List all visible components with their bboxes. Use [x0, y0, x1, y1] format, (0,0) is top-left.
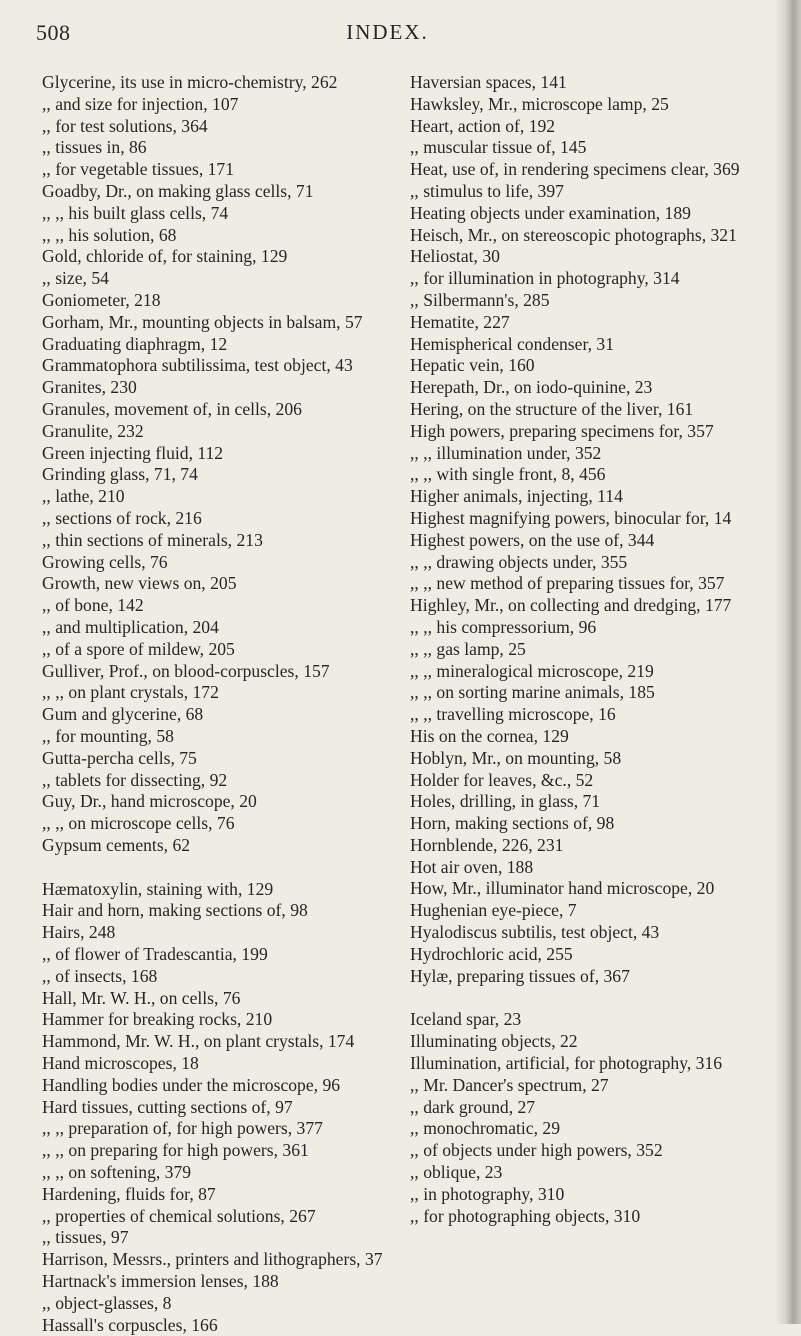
index-entry: Highest magnifying powers, binocular for, 14 [410, 507, 732, 528]
index-entry: ,, thin sections of minerals, 213 [42, 529, 263, 550]
index-entry: ,, ,, on softening, 379 [42, 1162, 192, 1183]
index-entry: ,, Mr. Dancer's spectrum, 27 [410, 1074, 609, 1095]
index-entry: Goniometer, 218 [42, 289, 161, 310]
index-entry: Granulite, 232 [42, 420, 144, 441]
index-entry: ,, stimulus to life, 397 [410, 180, 564, 201]
index-entry: Heat, use of, in rendering specimens clear, 369 [410, 159, 740, 180]
index-entry: ,, ,, his compressorium, 96 [410, 616, 597, 637]
index-entry: Heart, action of, 192 [410, 115, 556, 136]
index-entry: Hard tissues, cutting sections of, 97 [42, 1096, 293, 1117]
index-entry: ,, ,, illumination under, 352 [410, 442, 602, 463]
index-entry: Handling bodies under the microscope, 96 [42, 1074, 341, 1095]
index-entry: Haversian spaces, 141 [410, 72, 567, 92]
page-header [0, 20, 775, 54]
index-column-left [42, 72, 387, 1336]
index-entry: ,, ,, mineralogical microscope, 219 [410, 660, 654, 681]
index-entry: ,, oblique, 23 [410, 1162, 503, 1183]
index-entry: Hammer for breaking rocks, 210 [42, 1009, 273, 1030]
index-entry: Hammond, Mr. W. H., on plant crystals, 174 [42, 1031, 355, 1052]
index-entry: Green injecting fluid, 112 [42, 442, 224, 463]
index-entry: ,, for illumination in photography, 314 [410, 268, 680, 289]
index-entry: ,, and multiplication, 204 [42, 616, 219, 637]
index-entry: Heisch, Mr., on stereoscopic photographs, 321 [410, 224, 737, 245]
index-entry: ,, of insects, 168 [42, 965, 158, 986]
index-entry: Gypsum cements, 62 [42, 834, 191, 855]
index-entry: Hand microscopes, 18 [42, 1053, 199, 1074]
index-entry: ,, ,, preparation of, for high powers, 377 [42, 1118, 323, 1139]
index-entry: ,, ,, with single front, 8, 456 [410, 464, 606, 485]
index-entry: ,, ,, drawing objects under, 355 [410, 551, 628, 572]
index-entry: Hemispherical condenser, 31 [410, 333, 614, 354]
index-entry: Hawksley, Mr., microscope lamp, 25 [410, 93, 669, 114]
index-entry: ,, ,, on preparing for high powers, 361 [42, 1140, 309, 1161]
page-edge [775, 0, 801, 1324]
index-entry: Glycerine, its use in micro-chemistry, 262 [42, 72, 338, 92]
index-entry: Hartnack's immersion lenses, 188 [42, 1271, 279, 1292]
index-entry: Illuminating objects, 22 [410, 1031, 578, 1052]
index-entry: Illumination, artificial, for photography, 316 [410, 1053, 723, 1074]
index-entry: ,, muscular tissue of, 145 [410, 137, 587, 158]
index-entry: Growing cells, 76 [42, 551, 168, 572]
index-entry: ,, for mounting, 58 [42, 725, 174, 746]
index-entry: Hering, on the structure of the liver, 161 [410, 398, 694, 419]
index-entry: Hairs, 248 [42, 922, 116, 943]
index-entry: ,, monochromatic, 29 [410, 1118, 561, 1139]
index-entry: Gorham, Mr., mounting objects in balsam, 57 [42, 311, 363, 332]
index-entry: ,, of a spore of mildew, 205 [42, 638, 235, 659]
index-entry: His on the cornea, 129 [410, 725, 569, 746]
index-entry: Hylæ, preparing tissues of, 367 [410, 965, 630, 986]
index-entry: Heating objects under examination, 189 [410, 202, 691, 223]
index-entry: ,, tissues, 97 [42, 1227, 129, 1248]
index-entry: ,, properties of chemical solutions, 267 [42, 1205, 316, 1226]
index-entry: Granules, movement of, in cells, 206 [42, 398, 302, 419]
index-entry: Hoblyn, Mr., on mounting, 58 [410, 747, 622, 768]
index-entry: ,, for vegetable tissues, 171 [42, 159, 235, 180]
index-entry: High powers, preparing specimens for, 357 [410, 420, 714, 441]
index-entry: ,, of flower of Tradescantia, 199 [42, 944, 268, 965]
index-entry: Heliostat, 30 [410, 246, 500, 267]
index-entry: Hæmatoxylin, staining with, 129 [42, 878, 274, 899]
index-entry: ,, ,, gas lamp, 25 [410, 638, 526, 659]
index-entry: Hot air oven, 188 [410, 856, 534, 877]
index-entry: Iceland spar, 23 [410, 1009, 522, 1030]
index-entry: ,, of bone, 142 [42, 595, 144, 616]
index-entry: Hardening, fluids for, 87 [42, 1183, 216, 1204]
index-entry: Guy, Dr., hand microscope, 20 [42, 791, 257, 812]
index-entry: ,, lathe, 210 [42, 486, 125, 507]
index-entry: Hydrochloric acid, 255 [410, 943, 573, 964]
index-entry: Highley, Mr., on collecting and dredging, 177 [410, 595, 732, 616]
section-gap [42, 857, 387, 879]
index-entry: Higher animals, injecting, 114 [410, 486, 623, 507]
section-gap [410, 987, 755, 1009]
index-entry: Grammatophora subtilissima, test object, 43 [42, 355, 353, 376]
index-entry: Graduating diaphragm, 12 [42, 333, 228, 354]
index-entry: Goadby, Dr., on making glass cells, 71 [42, 180, 314, 201]
index-entry: Hornblende, 226, 231 [410, 834, 564, 855]
index-entry: Hall, Mr. W. H., on cells, 76 [42, 987, 241, 1008]
index-entry: ,, dark ground, 27 [410, 1096, 536, 1117]
index-entry: ,, ,, his built glass cells, 74 [42, 202, 229, 223]
index-entry: How, Mr., illuminator hand microscope, 20 [410, 878, 715, 899]
index-entry: Holes, drilling, in glass, 71 [410, 791, 601, 812]
index-entry: ,, sections of rock, 216 [42, 507, 202, 528]
index-entry: ,, size, 54 [42, 268, 109, 289]
index-entry: ,, for test solutions, 364 [42, 115, 208, 136]
index-entry: Growth, new views on, 205 [42, 573, 237, 594]
index-entry: Herepath, Dr., on iodo-quinine, 23 [410, 377, 653, 398]
index-entry: Hassall's corpuscles, 166 [42, 1314, 218, 1335]
index-entry: Hematite, 227 [410, 311, 510, 332]
index-entry: Horn, making sections of, 98 [410, 813, 615, 834]
index-entry: Hughenian eye-piece, 7 [410, 900, 577, 921]
index-entry: Gold, chloride of, for staining, 129 [42, 246, 288, 267]
index-entry: Highest powers, on the use of, 344 [410, 529, 655, 550]
index-entry: Gutta-percha cells, 75 [42, 747, 197, 768]
index-entry: ,, ,, on sorting marine animals, 185 [410, 682, 655, 703]
index-entry: ,, of objects under high powers, 352 [410, 1140, 663, 1161]
index-entry: ,, ,, his solution, 68 [42, 224, 177, 245]
page-number: 508 [36, 20, 71, 45]
index-entry: Hepatic vein, 160 [410, 355, 535, 376]
index-entry: Granites, 230 [42, 377, 137, 398]
index-entry: Holder for leaves, &c., 52 [410, 769, 594, 790]
index-entry: Grinding glass, 71, 74 [42, 464, 198, 485]
running-title: INDEX. [346, 20, 429, 44]
index-entry: ,, ,, on microscope cells, 76 [42, 813, 235, 834]
index-entry: Gulliver, Prof., on blood-corpuscles, 157 [42, 660, 330, 681]
index-entry: Hair and horn, making sections of, 98 [42, 900, 308, 921]
index-entry: Harrison, Messrs., printers and lithographers, 37 [42, 1249, 383, 1270]
index-entry: ,, ,, new method of preparing tissues for, 357 [410, 573, 725, 594]
index-entry: ,, Silbermann's, 285 [410, 289, 550, 310]
index-entry: ,, tablets for dissecting, 92 [42, 769, 228, 790]
index-column-right [410, 72, 755, 1227]
index-entry: ,, ,, travelling microscope, 16 [410, 704, 616, 725]
index-entry: ,, ,, on plant crystals, 172 [42, 682, 219, 703]
index-entry: Gum and glycerine, 68 [42, 704, 204, 725]
index-entry: ,, and size for injection, 107 [42, 93, 239, 114]
index-entry: ,, tissues in, 86 [42, 137, 147, 158]
index-entry: ,, in photography, 310 [410, 1183, 565, 1204]
index-entry: ,, for photographing objects, 310 [410, 1205, 641, 1226]
index-entry: ,, object-glasses, 8 [42, 1292, 172, 1313]
index-entry: Hyalodiscus subtilis, test object, 43 [410, 922, 660, 943]
